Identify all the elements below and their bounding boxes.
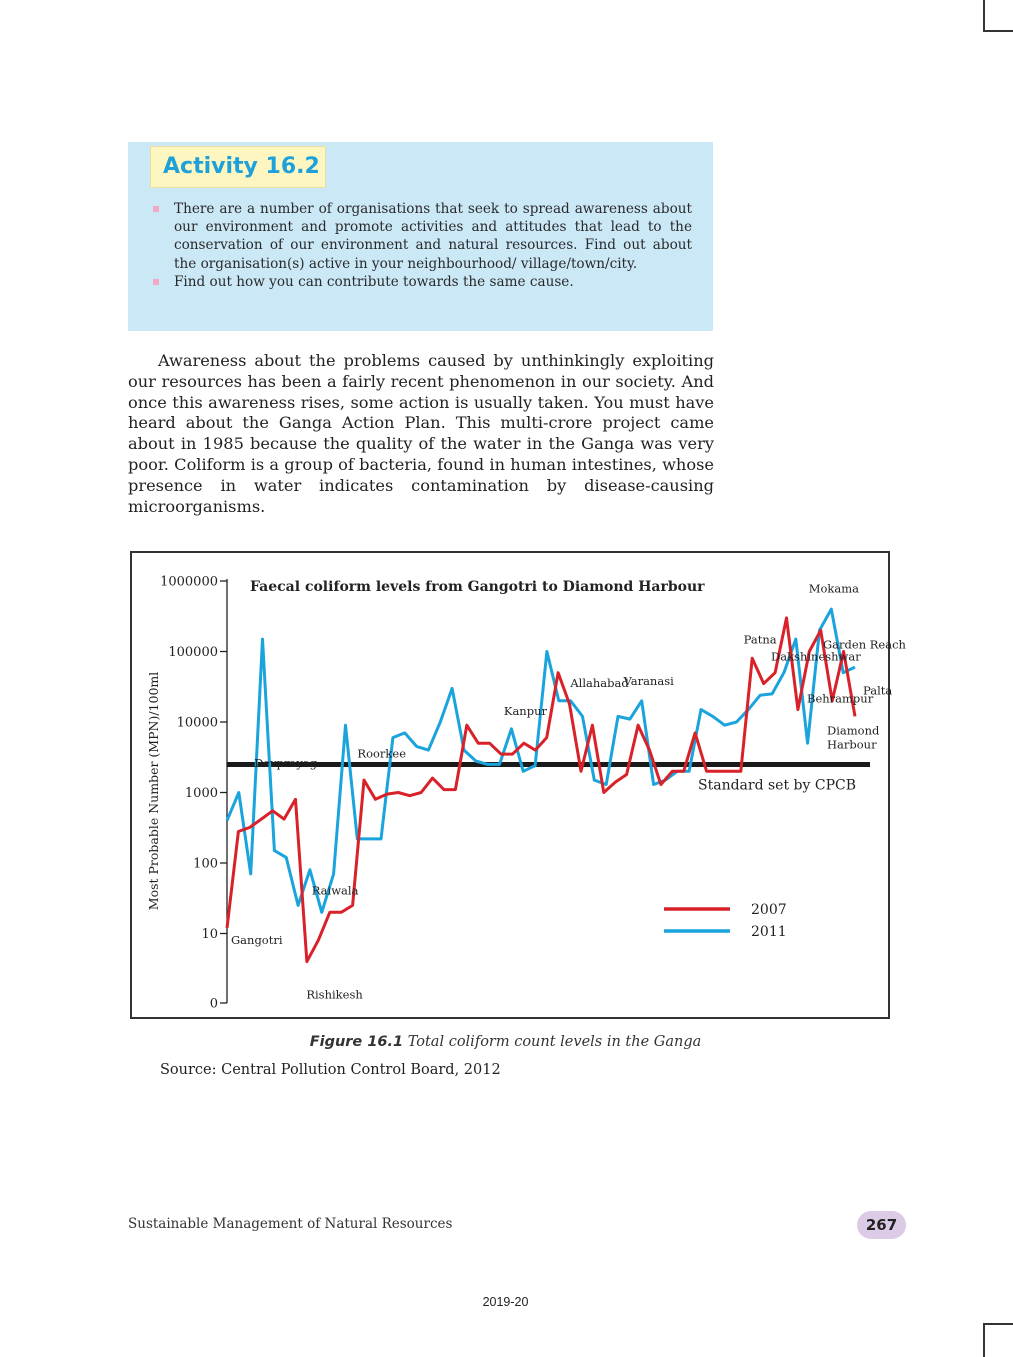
square-bullet-icon [153, 206, 159, 212]
page-number: 267 [857, 1211, 906, 1239]
body-paragraph: Awareness about the problems caused by unthinkingly exploiting our resources has been a fairly recent phenomenon in our society. And once this awareness rises, some action is usually taken. You must have heard about the Ganga Action Plan. This multi-crore project came about in 1985 because the quality of the water in the Ganga was very poor. Coliform is a group of bacteria, found in human intestines, whose presence in water indicates contamination by disease-causing microorganisms. [128, 351, 714, 516]
activity-box [128, 142, 713, 331]
location-label: Diamond Harbour [827, 723, 880, 752]
activity-title: Activity 16.2 [150, 146, 326, 188]
location-label: Rishikesh [306, 987, 363, 1002]
y-tick-label: 10000 [176, 715, 218, 731]
footer-title: Sustainable Management of Natural Resources [128, 1216, 453, 1232]
y-axis-label: Most Probable Number (MPN)/100ml [146, 671, 161, 911]
location-label: Roorkee [357, 746, 407, 761]
y-tick-label: 1000 [184, 786, 218, 801]
y-tick-label: 0 [209, 996, 218, 1012]
location-label: Patna [743, 632, 777, 647]
location-label: Palta [863, 683, 893, 698]
location-label: Dakshineshwar [771, 649, 861, 664]
location-label: Gangotri [231, 932, 283, 947]
series-line-2011 [227, 609, 855, 912]
legend [664, 902, 787, 940]
location-label: Raiwala [311, 883, 359, 898]
location-label: Varanasi [623, 674, 674, 689]
location-label: Kanpur [503, 704, 547, 719]
y-tick-label: 100000 [168, 645, 218, 660]
legend-label: 2011 [751, 924, 787, 940]
location-label: Devprayag [254, 756, 318, 771]
crop-mark-top-right [983, 0, 1013, 32]
activity-list [150, 200, 692, 291]
activity-item: Find out how you can contribute towards the same cause. [150, 273, 692, 291]
figure-label: Figure 16.1 [309, 1034, 404, 1050]
crop-mark-bottom-right [983, 1323, 1013, 1357]
location-label: Mokama [808, 581, 860, 596]
activity-item: There are a number of organisations that seek to spread awareness about our environment and promote activities and attitudes that lead to the conservation of our environment and natural resources. Find out about the organisation(s) active in your neighbourhood/ village/town/city. [150, 200, 692, 273]
location-label: Allahabad [570, 676, 629, 691]
edition-year: 2019-20 [482, 1295, 529, 1309]
y-ticks [160, 575, 227, 1012]
location-label: Behrampur [807, 691, 874, 706]
cpcb-standard-label: Standard set by CPCB [698, 777, 856, 794]
y-tick-label: 100 [193, 856, 218, 872]
y-tick-label: 10 [201, 927, 218, 942]
source-line: Source: Central Pollution Control Board, 2012 [160, 1062, 501, 1078]
coliform-chart [130, 551, 906, 1019]
figure-caption: Figure 16.1 Total coliform count levels in the Ganga [309, 1034, 702, 1050]
location-label: Garden Reach [823, 637, 906, 652]
square-bullet-icon [153, 279, 159, 285]
y-tick-label: 1000000 [160, 574, 218, 590]
legend-label: 2007 [751, 902, 787, 918]
chart-title: Faecal coliform levels from Gangotri to Diamond Harbour [250, 579, 705, 595]
